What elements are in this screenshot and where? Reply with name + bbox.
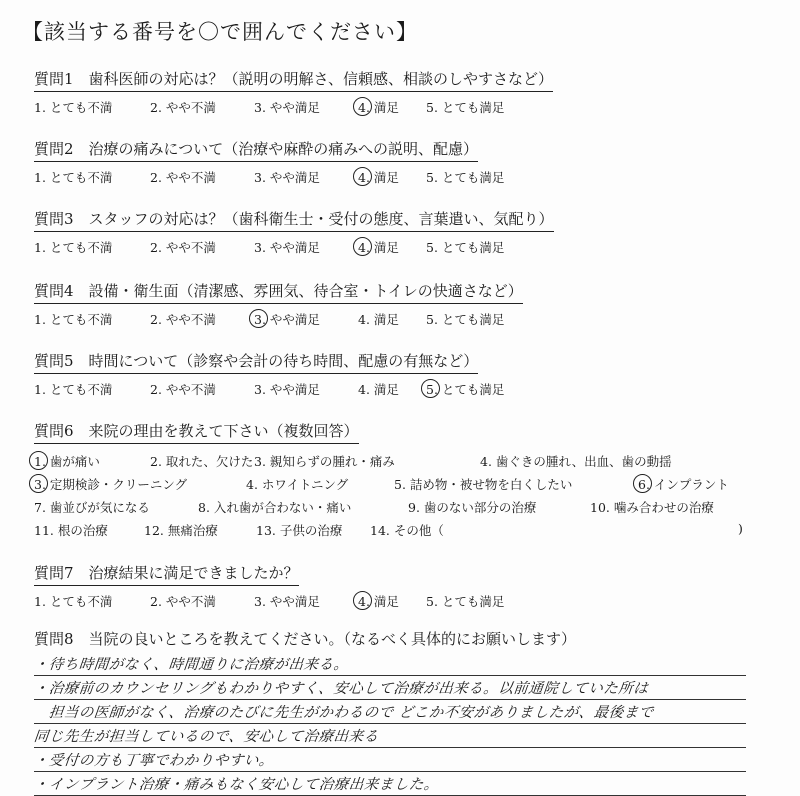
question-title: 質問6 来院の理由を教えて下さい（複数回答） (34, 420, 359, 444)
answer-line (34, 748, 746, 772)
option-1[interactable]: 1. とても不満 (34, 100, 113, 115)
option-3[interactable]: 3. やや満足 (254, 100, 320, 115)
reason-row (34, 496, 774, 519)
question-3 (34, 208, 774, 256)
question-title: 質問1 歯科医師の対応は？（説明の明解さ、信頼感、相談のしやすさなど） (34, 68, 553, 92)
answer-text: 同じ先生が担当しているので、安心して治療出来る (33, 729, 380, 745)
answer-text: 担当の医師がなく、治療のたびに先生がかわるので どこか不安がありましたが、最後まで (33, 705, 655, 721)
option-4[interactable]: 4. 満足 (358, 382, 399, 397)
reason-children[interactable]: 13. 子供の治療 (256, 523, 343, 538)
question-7 (34, 562, 774, 610)
answer-line (34, 700, 746, 724)
rating-options (34, 380, 774, 398)
reason-other[interactable]: 14. その他（ (370, 523, 444, 538)
reason-row (34, 450, 774, 473)
rating-options (34, 168, 774, 186)
option-5[interactable]: 5. とても満足 (426, 312, 505, 327)
option-5[interactable]: 5. とても満足 (426, 240, 505, 255)
option-5[interactable]: 5. とても満足 (426, 594, 505, 609)
option-1[interactable]: 1. とても不満 (34, 170, 113, 185)
option-2[interactable]: 2. やや不満 (150, 170, 216, 185)
question-title: 質問8 当院の良いところを教えてください。（なるべく具体的にお願いします） (34, 630, 577, 648)
reason-implant-circled[interactable]: 6. インプラント (638, 477, 729, 492)
answer-text: ・待ち時間がなく、時間通りに治療が出来る。 (33, 657, 350, 673)
answer-line (34, 772, 746, 796)
option-3[interactable]: 3. やや満足 (254, 382, 320, 397)
other-close-paren: ) (738, 521, 743, 536)
question-2 (34, 138, 774, 186)
reason-1-circled[interactable]: 1. 歯が痛い (34, 454, 100, 469)
option-4-circled[interactable]: 4. 満足 (358, 100, 399, 115)
option-4-circled[interactable]: 4. 満足 (358, 594, 399, 609)
rating-options (34, 310, 774, 328)
reason-white-fillings[interactable]: 5. 詰め物・被せ物を白くしたい (394, 477, 573, 492)
question-1 (34, 68, 774, 116)
reason-bite[interactable]: 10. 噛み合わせの治療 (590, 500, 714, 515)
option-1[interactable]: 1. とても不満 (34, 312, 113, 327)
question-6 (34, 420, 774, 542)
option-2[interactable]: 2. やや不満 (150, 382, 216, 397)
answer-line (34, 676, 746, 700)
option-4[interactable]: 4. 満足 (358, 312, 399, 327)
option-5-circled[interactable]: 5. とても満足 (426, 382, 505, 397)
answer-text: ・インプラント治療・痛みもなく安心して治療出来ました。 (33, 777, 440, 793)
rating-options (34, 98, 774, 116)
page-title: 【該当する番号を〇で囲んでください】 (22, 20, 418, 44)
option-4-circled[interactable]: 4. 満足 (358, 170, 399, 185)
reason-missing-teeth[interactable]: 9. 歯のない部分の治療 (408, 500, 537, 515)
reason-alignment[interactable]: 7. 歯並びが気になる (34, 500, 150, 515)
option-1[interactable]: 1. とても不満 (34, 382, 113, 397)
reason-painless[interactable]: 12. 無痛治療 (144, 523, 218, 538)
option-5[interactable]: 5. とても満足 (426, 100, 505, 115)
reason-4[interactable]: 4. 歯ぐきの腫れ、出血、歯の動揺 (480, 454, 672, 469)
handwritten-answer[interactable] (34, 652, 746, 796)
option-2[interactable]: 2. やや不満 (150, 312, 216, 327)
rating-options (34, 238, 774, 256)
option-4-circled[interactable]: 4. 満足 (358, 240, 399, 255)
question-4 (34, 280, 774, 328)
reason-whitening[interactable]: 4. ホワイトニング (246, 477, 349, 492)
answer-line (34, 724, 746, 748)
reason-list (34, 450, 774, 542)
option-3[interactable]: 3. やや満足 (254, 594, 320, 609)
reason-dentures[interactable]: 8. 入れ歯が合わない・痛い (198, 500, 352, 515)
question-8 (34, 628, 774, 651)
reason-row (34, 473, 774, 496)
reason-2[interactable]: 2. 取れた、欠けた (150, 454, 254, 469)
option-3[interactable]: 3. やや満足 (254, 240, 320, 255)
reason-checkup-circled[interactable]: 3. 定期検診・クリーニング (34, 477, 188, 492)
option-3[interactable]: 3. やや満足 (254, 170, 320, 185)
option-2[interactable]: 2. やや不満 (150, 100, 216, 115)
option-2[interactable]: 2. やや不満 (150, 240, 216, 255)
question-title: 質問2 治療の痛みについて（治療や麻酔の痛みへの説明、配慮） (34, 138, 478, 162)
answer-text: ・治療前のカウンセリングもわかりやすく、安心して治療が出来る。以前通院していた所は (33, 681, 650, 697)
question-title: 質問4 設備・衛生面（清潔感、雰囲気、待合室・トイレの快適さなど） (34, 280, 523, 304)
option-5[interactable]: 5. とても満足 (426, 170, 505, 185)
question-title: 質問7 治療結果に満足できましたか？ (34, 562, 299, 586)
question-title: 質問5 時間について（診察や会計の待ち時間、配慮の有無など） (34, 350, 478, 374)
option-1[interactable]: 1. とても不満 (34, 240, 113, 255)
option-1[interactable]: 1. とても不満 (34, 594, 113, 609)
rating-options (34, 592, 774, 610)
reason-root[interactable]: 11. 根の治療 (34, 523, 108, 538)
option-2[interactable]: 2. やや不満 (150, 594, 216, 609)
question-title: 質問3 スタッフの対応は？（歯科衛生士・受付の態度、言葉遣い、気配り） (34, 208, 554, 232)
answer-text: ・受付の方も丁寧でわかりやすい。 (33, 753, 275, 769)
answer-line (34, 652, 746, 676)
option-3-circled[interactable]: 3. やや満足 (254, 312, 320, 327)
question-5 (34, 350, 774, 398)
reason-3[interactable]: 3. 親知らずの腫れ・痛み (254, 454, 395, 469)
reason-row (34, 519, 774, 542)
